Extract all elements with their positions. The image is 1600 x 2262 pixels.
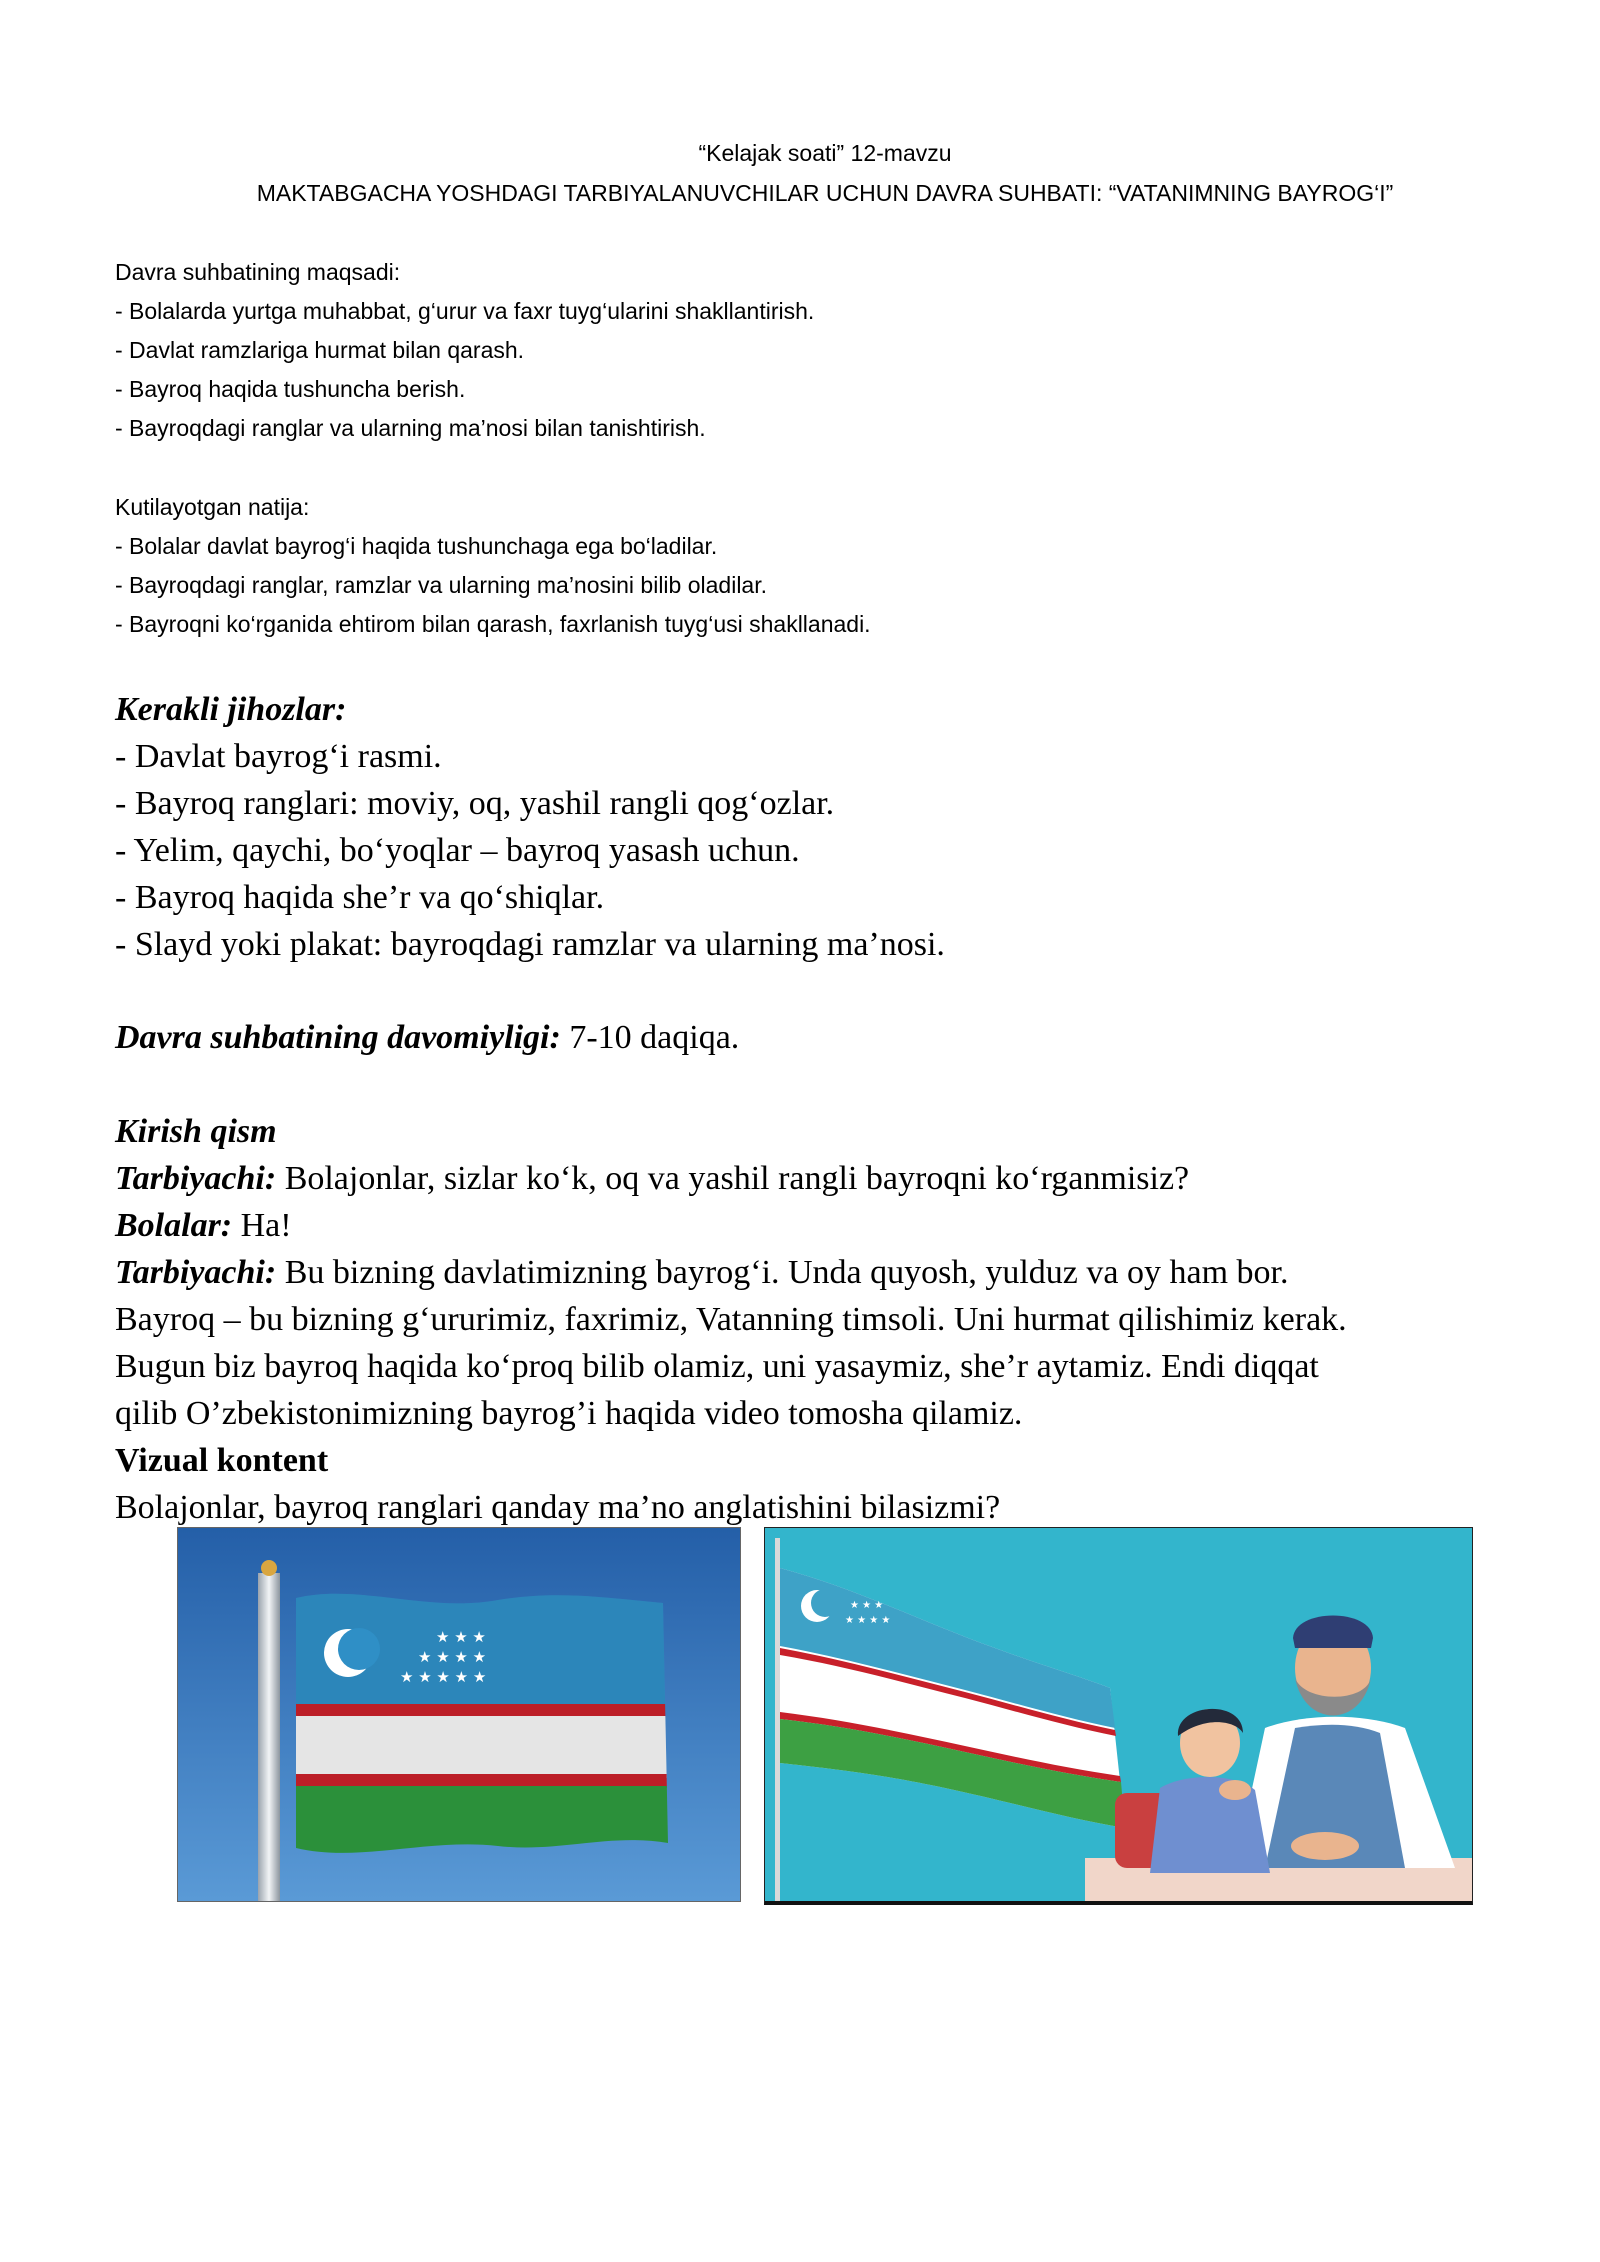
list-item: - Bayroqdagi ranglar va ularning ma’nosi bilan tanishtirish. (115, 415, 706, 441)
document-title: MAKTABGACHA YOSHDAGI TARBIYALANUVCHILAR UCHUN DAVRA SUHBATI: “VATANIMNING BAYROG‘I” (256, 180, 1394, 206)
goals-title: Davra suhbatining maqsadi: (115, 259, 401, 285)
goals-section (115, 253, 1535, 448)
list-item: - Yelim, qaychi, bo‘yoqlar – bayroq yasash uchun. (115, 832, 800, 869)
dialogue-text: Ha! (232, 1207, 292, 1244)
dialogue-line (115, 1249, 1535, 1296)
paragraph-line: Bugun biz bayroq haqida ko‘proq bilib olamiz, uni yasaymiz, she’r aytamiz. Endi diqqat (115, 1348, 1319, 1385)
intro-title: Kirish qism (115, 1113, 277, 1150)
svg-text:★ ★ ★: ★ ★ ★ (850, 1600, 884, 1611)
list-item: - Slayd yoki plakat: bayroqdagi ramzlar va ularning ma’nosi. (115, 926, 945, 963)
list-item: - Bayroq ranglari: moviy, oq, yashil rangli qog‘ozlar. (115, 785, 835, 822)
equipment-section (115, 686, 1535, 968)
intro-section (115, 1108, 1535, 1531)
list-item: - Bolalarda yurtga muhabbat, g‘urur va faxr tuyg‘ularini shakllantirish. (115, 298, 815, 324)
list-item: - Davlat bayrog‘i rasmi. (115, 738, 442, 775)
visual-content-title: Vizual kontent (115, 1442, 329, 1479)
question-line: Bolajonlar, bayroq ranglari qanday ma’no anglatishini bilasizmi? (115, 1489, 1001, 1526)
svg-text:★ ★ ★ ★: ★ ★ ★ ★ (845, 1615, 891, 1626)
list-item: - Bolalar davlat bayrog‘i haqida tushunchaga ega bo‘ladilar. (115, 533, 718, 559)
flag-illustration (764, 1527, 1473, 1905)
duration-line (115, 1014, 1535, 1061)
list-item: - Davlat ramzlariga hurmat bilan qarash. (115, 337, 525, 363)
list-item: - Bayroq haqida tushuncha berish. (115, 376, 466, 402)
dialogue-text: Bu bizning davlatimizning bayrog‘i. Unda quyosh, yulduz va oy ham bor. (276, 1254, 1289, 1291)
list-item: - Bayroqni ko‘rganida ehtirom bilan qarash, faxrlanish tuyg‘usi shakllanadi. (115, 611, 871, 637)
speaker-label: Bolalar: (115, 1207, 233, 1244)
equipment-title: Kerakli jihozlar: (115, 691, 347, 728)
svg-text:★ ★ ★ ★ ★: ★ ★ ★ ★ ★ (400, 1668, 487, 1686)
paragraph-line: Bayroq – bu bizning g‘ururimiz, faxrimiz, Vatanning timsoli. Uni hurmat qilishimiz kerak. (115, 1301, 1347, 1338)
flag-photo (177, 1527, 741, 1902)
svg-text:★ ★ ★: ★ ★ ★ (436, 1628, 486, 1646)
duration-label: Davra suhbatining davomiyligi: (115, 1019, 561, 1056)
speaker-label: Tarbiyachi: (115, 1160, 277, 1197)
document-subtitle: “Kelajak soati” 12-mavzu (698, 140, 952, 166)
results-section (115, 488, 1535, 644)
list-item: - Bayroq haqida she’r va qo‘shiqlar. (115, 879, 605, 916)
speaker-label: Tarbiyachi: (115, 1254, 277, 1291)
dialogue-text: Bolajonlar, sizlar ko‘k, oq va yashil rangli bayroqni ko‘rganmisiz? (276, 1160, 1190, 1197)
svg-text:★ ★ ★ ★: ★ ★ ★ ★ (418, 1648, 487, 1666)
dialogue-line (115, 1155, 1535, 1202)
paragraph-line: qilib O’zbekistonimizning bayrog’i haqida video tomosha qilamiz. (115, 1395, 1023, 1432)
duration-value: 7-10 daqiqa. (560, 1019, 740, 1056)
results-title: Kutilayotgan natija: (115, 494, 310, 520)
list-item: - Bayroqdagi ranglar, ramzlar va ularning ma’nosini bilib oladilar. (115, 572, 767, 598)
dialogue-line (115, 1202, 1535, 1249)
